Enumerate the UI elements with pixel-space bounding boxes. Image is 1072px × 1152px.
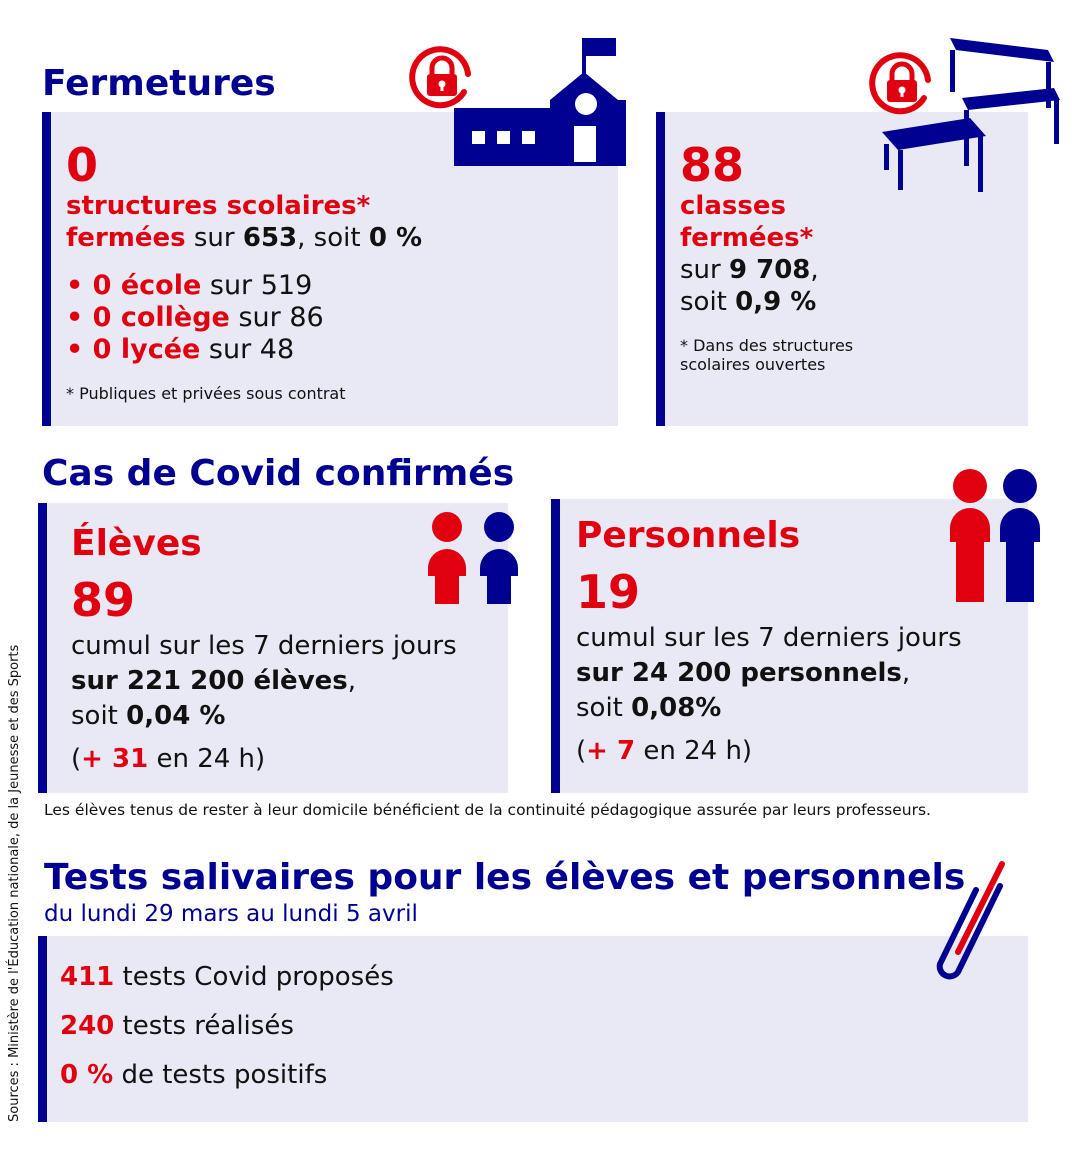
- eleves-total: sur 221 200 élèves: [71, 666, 348, 696]
- bullet-ecole: [66, 270, 324, 302]
- test-label: tests réalisés: [114, 1011, 294, 1041]
- eleves-soit: soit: [71, 701, 127, 731]
- test-value: 411: [60, 962, 115, 992]
- structures-sur: sur: [185, 223, 243, 253]
- classes-label: [680, 190, 819, 318]
- classes-label-line2: fermées*: [680, 223, 814, 253]
- test-label: de tests positifs: [113, 1060, 328, 1090]
- section-title-tests: Tests salivaires pour les élèves et personnels: [44, 857, 966, 898]
- structures-percent: 0 %: [368, 223, 423, 253]
- personnels-delta-open: (: [576, 736, 587, 766]
- bullet-dot: •: [66, 270, 93, 301]
- classes-percent: 0,9 %: [735, 287, 817, 317]
- personnels-details: [576, 621, 962, 726]
- tests-proposed: [60, 962, 394, 992]
- bullet-value: 0 collège: [92, 302, 230, 333]
- eleves-details: [71, 629, 457, 734]
- tests-done: [60, 1011, 294, 1041]
- test-value: 240: [60, 1011, 115, 1041]
- bullet-sur: sur: [201, 270, 261, 301]
- personnels-total-line: [576, 656, 962, 691]
- classes-label-line1: classes: [680, 191, 786, 221]
- classes-percent-line: [680, 286, 819, 318]
- structures-label-line1: structures scolaires*: [66, 191, 371, 221]
- personnels-count: 19: [576, 565, 641, 619]
- classes-footnote-line2: scolaires ouvertes: [680, 355, 826, 374]
- people-icon: [944, 466, 1044, 606]
- structures-closed-word: fermées: [66, 223, 186, 253]
- tests-subtitle: du lundi 29 mars au lundi 5 avril: [44, 901, 418, 927]
- classes-sur: sur: [680, 255, 729, 285]
- source-credit: Sources : Ministère de l'Éducation nationale, de la Jeunesse et des Sports: [7, 644, 22, 1122]
- bullet-total: 519: [260, 270, 313, 301]
- bullet-sur: sur: [229, 302, 290, 333]
- personnels-delta-suffix: en 24 h): [635, 736, 753, 766]
- eleves-percent: 0,04 %: [126, 701, 226, 731]
- structures-label-line2: [66, 222, 422, 254]
- section-title-covid: Cas de Covid confirmés: [42, 453, 515, 494]
- structures-footnote: * Publiques et privées sous contrat: [66, 384, 346, 403]
- structures-total: 653: [242, 223, 298, 253]
- school-building-icon: [450, 34, 630, 168]
- structures-soit: , soit: [297, 223, 369, 253]
- personnels-comma: ,: [901, 658, 911, 688]
- bullet-college: [66, 302, 324, 334]
- bullet-value: 0 école: [92, 270, 202, 301]
- eleves-delta-line: [71, 743, 265, 775]
- eleves-percent-line: [71, 699, 457, 734]
- bullet-sur: sur: [200, 334, 260, 365]
- bullet-total: 86: [289, 302, 324, 333]
- personnels-cumul: cumul sur les 7 derniers jours: [576, 623, 962, 653]
- structures-label: [66, 190, 422, 254]
- panel-accent-bar: [42, 112, 51, 426]
- section-title-fermetures: Fermetures: [42, 63, 276, 104]
- panel-accent-bar: [656, 112, 665, 426]
- bullet-dot: •: [66, 334, 93, 365]
- panel-accent-bar: [551, 499, 560, 793]
- personnels-percent-line: [576, 691, 962, 726]
- test-value: 0 %: [60, 1060, 114, 1090]
- personnels-soit: soit: [576, 693, 632, 723]
- eleves-delta-suffix: en 24 h): [148, 744, 266, 774]
- eleves-delta: + 31: [81, 744, 149, 774]
- tests-panel: [38, 936, 1028, 1122]
- panel-accent-bar: [38, 503, 47, 793]
- eleves-comma: ,: [347, 666, 357, 696]
- personnels-heading: Personnels: [576, 515, 801, 556]
- bullet-lycee: [66, 334, 324, 366]
- classes-total-line: [680, 254, 819, 286]
- structures-count: 0: [66, 138, 99, 192]
- classes-total: 9 708: [728, 255, 811, 285]
- bullet-value: 0 lycée: [92, 334, 201, 365]
- paperclip-icon: [928, 856, 1018, 996]
- classes-footnote: [680, 336, 853, 374]
- personnels-percent: 0,08%: [631, 693, 722, 723]
- test-label: tests Covid proposés: [114, 962, 394, 992]
- structures-bullet-list: [66, 270, 324, 366]
- classes-footnote-line1: * Dans des structures: [680, 336, 854, 355]
- classes-count: 88: [680, 138, 745, 192]
- personnels-total: sur 24 200 personnels: [576, 658, 902, 688]
- personnels-delta: + 7: [586, 736, 636, 766]
- tests-positive: [60, 1060, 327, 1090]
- eleves-heading: Élèves: [71, 523, 202, 564]
- panel-accent-bar: [38, 936, 47, 1122]
- eleves-total-line: [71, 664, 457, 699]
- eleves-count: 89: [71, 573, 136, 627]
- covid-continuity-note: Les élèves tenus de rester à leur domicile bénéficient de la continuité pédagogique assurée par leurs professeurs.: [44, 801, 931, 819]
- bullet-total: 48: [259, 334, 295, 365]
- eleves-cumul: cumul sur les 7 derniers jours: [71, 631, 457, 661]
- classes-comma: ,: [810, 255, 819, 285]
- desks-icon: [878, 32, 1064, 194]
- eleves-delta-open: (: [71, 744, 82, 774]
- people-icon: [420, 510, 524, 608]
- bullet-dot: •: [66, 302, 93, 333]
- personnels-delta-line: [576, 735, 752, 767]
- classes-soit: soit: [680, 287, 736, 317]
